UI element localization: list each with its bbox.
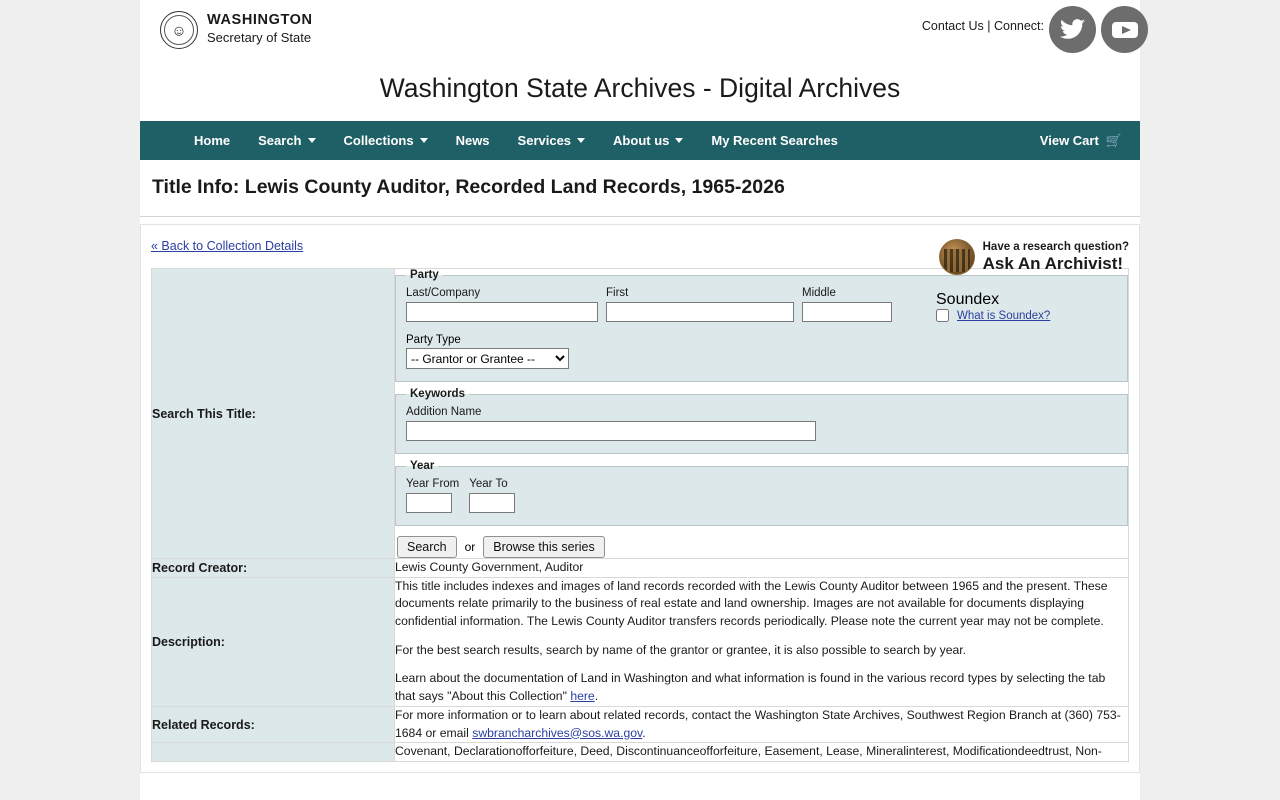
what-is-soundex-link[interactable]: What is Soundex?	[957, 309, 1051, 322]
search-actions-row	[397, 536, 1128, 558]
description-paragraph-1: This title includes indexes and images of land records recorded with the Lewis County Auditor between 1965 and the present. These documents relate primarily to the business of real estate and land ownership. Images are not available for documents displaying confidential information. The Lewis County Auditor transfers records periodically. Please note the current year may not be complete.	[395, 578, 1108, 629]
title-info-table	[151, 268, 1129, 762]
sidebar-item-services[interactable]	[504, 121, 600, 160]
party-type-label: Party Type	[406, 334, 461, 346]
description-p3-after: .	[594, 689, 599, 704]
last-company-field-group	[406, 287, 598, 322]
ask-archivist-question: Have a research question?	[982, 240, 1129, 253]
page-title-bar	[140, 160, 1140, 217]
table-row-record-creator	[152, 559, 1129, 578]
content-panel	[140, 224, 1140, 773]
nav-spacer	[852, 121, 1026, 160]
search-this-title-label: Search This Title:	[152, 269, 395, 559]
related-records-text-after: .	[642, 725, 646, 740]
sidebar-item-home[interactable]	[180, 121, 244, 160]
addition-name-input[interactable]	[406, 421, 816, 441]
separator-pipe: |	[987, 19, 991, 33]
description-paragraph-2: For the best search results, search by name of the grantor or grantee, it is also possible to search by year.	[395, 642, 967, 657]
related-records-label: Related Records:	[152, 706, 395, 742]
year-legend: Year	[410, 460, 435, 472]
main-navigation	[140, 121, 1140, 160]
nav-label-home: Home	[194, 133, 231, 148]
related-records-value	[395, 706, 1129, 742]
keywords-legend: Keywords	[410, 388, 465, 400]
description-value	[395, 577, 1129, 706]
sidebar-item-news[interactable]	[442, 121, 504, 160]
middle-label: Middle	[802, 287, 836, 299]
description-paragraph-3	[395, 670, 1128, 705]
site-header	[140, 0, 1140, 60]
record-types-label	[152, 743, 395, 762]
shopping-cart-icon: 🛒	[1105, 132, 1122, 148]
browse-this-series-button[interactable]: Browse this series	[483, 536, 604, 558]
record-creator-value: Lewis County Government, Auditor	[395, 559, 1129, 578]
nav-label-collections: Collections	[343, 133, 414, 148]
chevron-down-icon	[308, 138, 316, 143]
nav-label-news: News	[455, 133, 490, 148]
nav-label-recent-searches: My Recent Searches	[711, 133, 838, 148]
search-button[interactable]: Search	[397, 536, 457, 558]
contact-connect-group	[922, 19, 1044, 33]
first-field-group	[606, 287, 794, 322]
sidebar-item-about-us[interactable]	[599, 121, 697, 160]
soundex-row	[936, 309, 1050, 322]
description-label: Description:	[152, 577, 395, 706]
table-row-record-types	[152, 743, 1129, 762]
record-creator-label: Record Creator:	[152, 559, 395, 578]
middle-name-input[interactable]	[802, 302, 892, 322]
view-cart-label: View Cart	[1039, 133, 1099, 148]
sidebar-item-search[interactable]	[244, 121, 329, 160]
sidebar-item-my-recent-searches[interactable]	[697, 121, 851, 160]
middle-field-group	[802, 287, 892, 322]
sidebar-item-collections[interactable]	[330, 121, 442, 160]
addition-name-label: Addition Name	[406, 406, 482, 418]
nav-label-about-us: About us	[613, 133, 670, 148]
year-fieldset	[395, 460, 1128, 526]
first-name-input[interactable]	[606, 302, 794, 322]
table-row-related-records	[152, 706, 1129, 742]
soundex-checkbox[interactable]	[936, 309, 949, 322]
chevron-down-icon	[577, 138, 585, 143]
soundex-label: Soundex	[936, 291, 1000, 308]
last-company-input[interactable]	[406, 302, 598, 322]
back-to-collection-details-link[interactable]: « Back to Collection Details	[151, 239, 304, 253]
year-to-label: Year To	[469, 478, 508, 490]
year-from-input[interactable]	[406, 493, 452, 513]
about-this-collection-link[interactable]: here	[570, 689, 595, 704]
seal-figure-icon: ☺	[171, 22, 187, 40]
year-fields-row	[406, 478, 1117, 513]
party-type-group	[406, 330, 1117, 369]
first-label: First	[606, 287, 629, 299]
chevron-down-icon	[675, 138, 683, 143]
party-legend: Party	[410, 269, 439, 281]
branch-email-link[interactable]: swbrancharchives@sos.wa.gov	[472, 725, 643, 740]
year-to-field-group	[469, 478, 515, 513]
party-type-select[interactable]	[406, 348, 569, 369]
twitter-icon[interactable]	[1049, 6, 1096, 53]
party-fields-row	[406, 287, 1117, 322]
ask-archivist-cta: Ask An Archivist!	[982, 253, 1124, 273]
last-company-label: Last/Company	[406, 287, 481, 299]
chevron-down-icon	[420, 138, 428, 143]
year-from-field-group	[406, 478, 459, 513]
description-p3-before: Learn about the documentation of Land in Washington and what information is found in the various record types by selecting the tab that says "About this Collection"	[395, 671, 1106, 704]
view-cart-button[interactable]	[1026, 121, 1136, 160]
nav-label-services: Services	[517, 133, 572, 148]
or-label: or	[464, 540, 476, 554]
connect-label: Connect:	[993, 19, 1044, 33]
year-from-label: Year From	[406, 478, 460, 490]
twitter-bird-glyph	[1060, 19, 1085, 40]
logo-line-1: WASHINGTON	[207, 12, 313, 29]
table-row-search	[152, 269, 1129, 559]
year-to-input[interactable]	[469, 493, 515, 513]
youtube-glyph	[1111, 20, 1139, 40]
ask-an-archivist-banner[interactable]	[939, 239, 1129, 275]
party-fieldset	[395, 269, 1128, 382]
keywords-fieldset	[395, 388, 1128, 454]
table-row-description	[152, 577, 1129, 706]
logo-line-2: Secretary of State	[207, 30, 312, 46]
contact-us-link[interactable]: Contact Us	[921, 19, 984, 33]
related-records-text-before: For more information or to learn about related records, contact the Washington State Archives, Southwest Region Branch at (360) 753-1684 or email	[395, 707, 1121, 740]
page-title: Washington State Archives - Digital Archives	[379, 73, 901, 103]
state-seal-icon	[160, 11, 198, 49]
archivist-photo-icon	[939, 239, 975, 275]
nav-label-search: Search	[258, 133, 302, 148]
page-container	[140, 0, 1140, 800]
soundex-field-group	[936, 291, 1050, 322]
site-logo[interactable]	[160, 11, 313, 49]
addition-name-field-group	[406, 406, 1117, 441]
record-types-value: Covenant, Declarationofforfeiture, Deed, Discontinuanceofforfeiture, Easement, Lease, Mineralinterest, Modificationdeedtrust, Non-	[395, 743, 1129, 762]
search-form-cell	[395, 269, 1129, 559]
record-title: Title Info: Lewis County Auditor, Recorded Land Records, 1965-2026	[152, 176, 785, 198]
youtube-icon[interactable]	[1101, 6, 1148, 53]
